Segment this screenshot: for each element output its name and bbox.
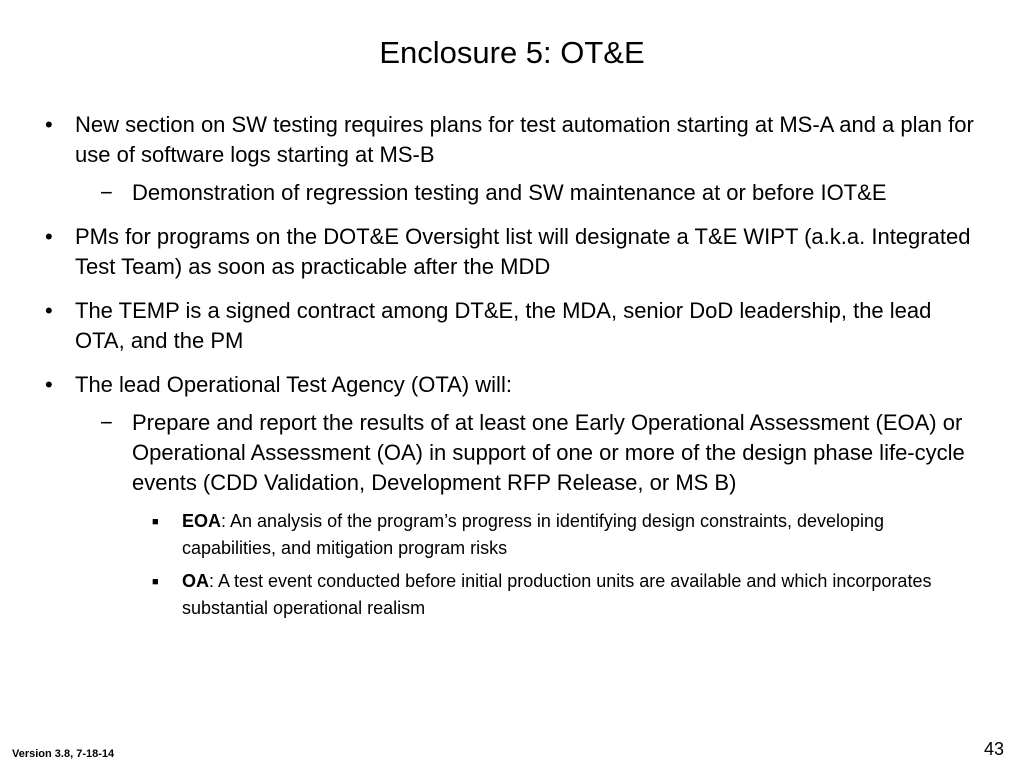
slide-title: Enclosure 5: OT&E — [379, 35, 645, 70]
bullet-dot-icon: • — [45, 298, 53, 323]
bullet-text: PMs for programs on the DOT&E Oversight list will designate a T&E WIPT (a.k.a. Integrated Test Team) as soon as practicable after the MDD — [75, 224, 971, 279]
bullet-text: The lead Operational Test Agency (OTA) will: — [75, 372, 512, 397]
bullet-text: The TEMP is a signed contract among DT&E, the MDA, senior DoD leadership, the lead OTA, and the PM — [75, 298, 932, 353]
term-label: EOA — [182, 511, 222, 531]
sub-bullet-item — [100, 178, 974, 208]
bullet-item — [45, 222, 974, 282]
bullet-item — [45, 370, 974, 400]
sub-sub-bullet-item — [152, 568, 974, 622]
sub-bullet-item — [100, 408, 974, 498]
page-number: 43 — [983, 739, 1004, 759]
term-definition: : An analysis of the program’s progress in identifying design constraints, developing capabilities, and mitigation program risks — [182, 511, 885, 558]
bullet-dot-icon: • — [45, 224, 53, 249]
dash-icon: − — [100, 410, 113, 435]
sub-bullet-text: Prepare and report the results of at least one Early Operational Assessment (EOA) or Operational Assessment (OA) in support of one or more of the design phase life-cycle events (CDD Validation, Development RFP Release, or MS B) — [132, 410, 965, 495]
dash-icon: − — [100, 180, 113, 205]
term-label: OA — [182, 571, 209, 591]
bullet-dot-icon: • — [45, 372, 53, 397]
square-bullet-icon: ■ — [152, 576, 159, 588]
sub-sub-bullet-item — [152, 508, 974, 562]
bullet-item — [45, 296, 974, 356]
version-label: Version 3.8, 7-18-14 — [12, 748, 115, 760]
bullet-item — [45, 110, 974, 170]
square-bullet-icon: ■ — [152, 516, 159, 528]
term-definition: : A test event conducted before initial production units are available and which incorporates substantial operational realism — [182, 571, 932, 618]
bullet-dot-icon: • — [45, 112, 53, 137]
sub-bullet-text: Demonstration of regression testing and SW maintenance at or before IOT&E — [132, 180, 887, 205]
bullet-text: New section on SW testing requires plans for test automation starting at MS-A and a plan for use of software logs starting at MS-B — [75, 112, 974, 167]
slide-content — [0, 110, 1024, 632]
